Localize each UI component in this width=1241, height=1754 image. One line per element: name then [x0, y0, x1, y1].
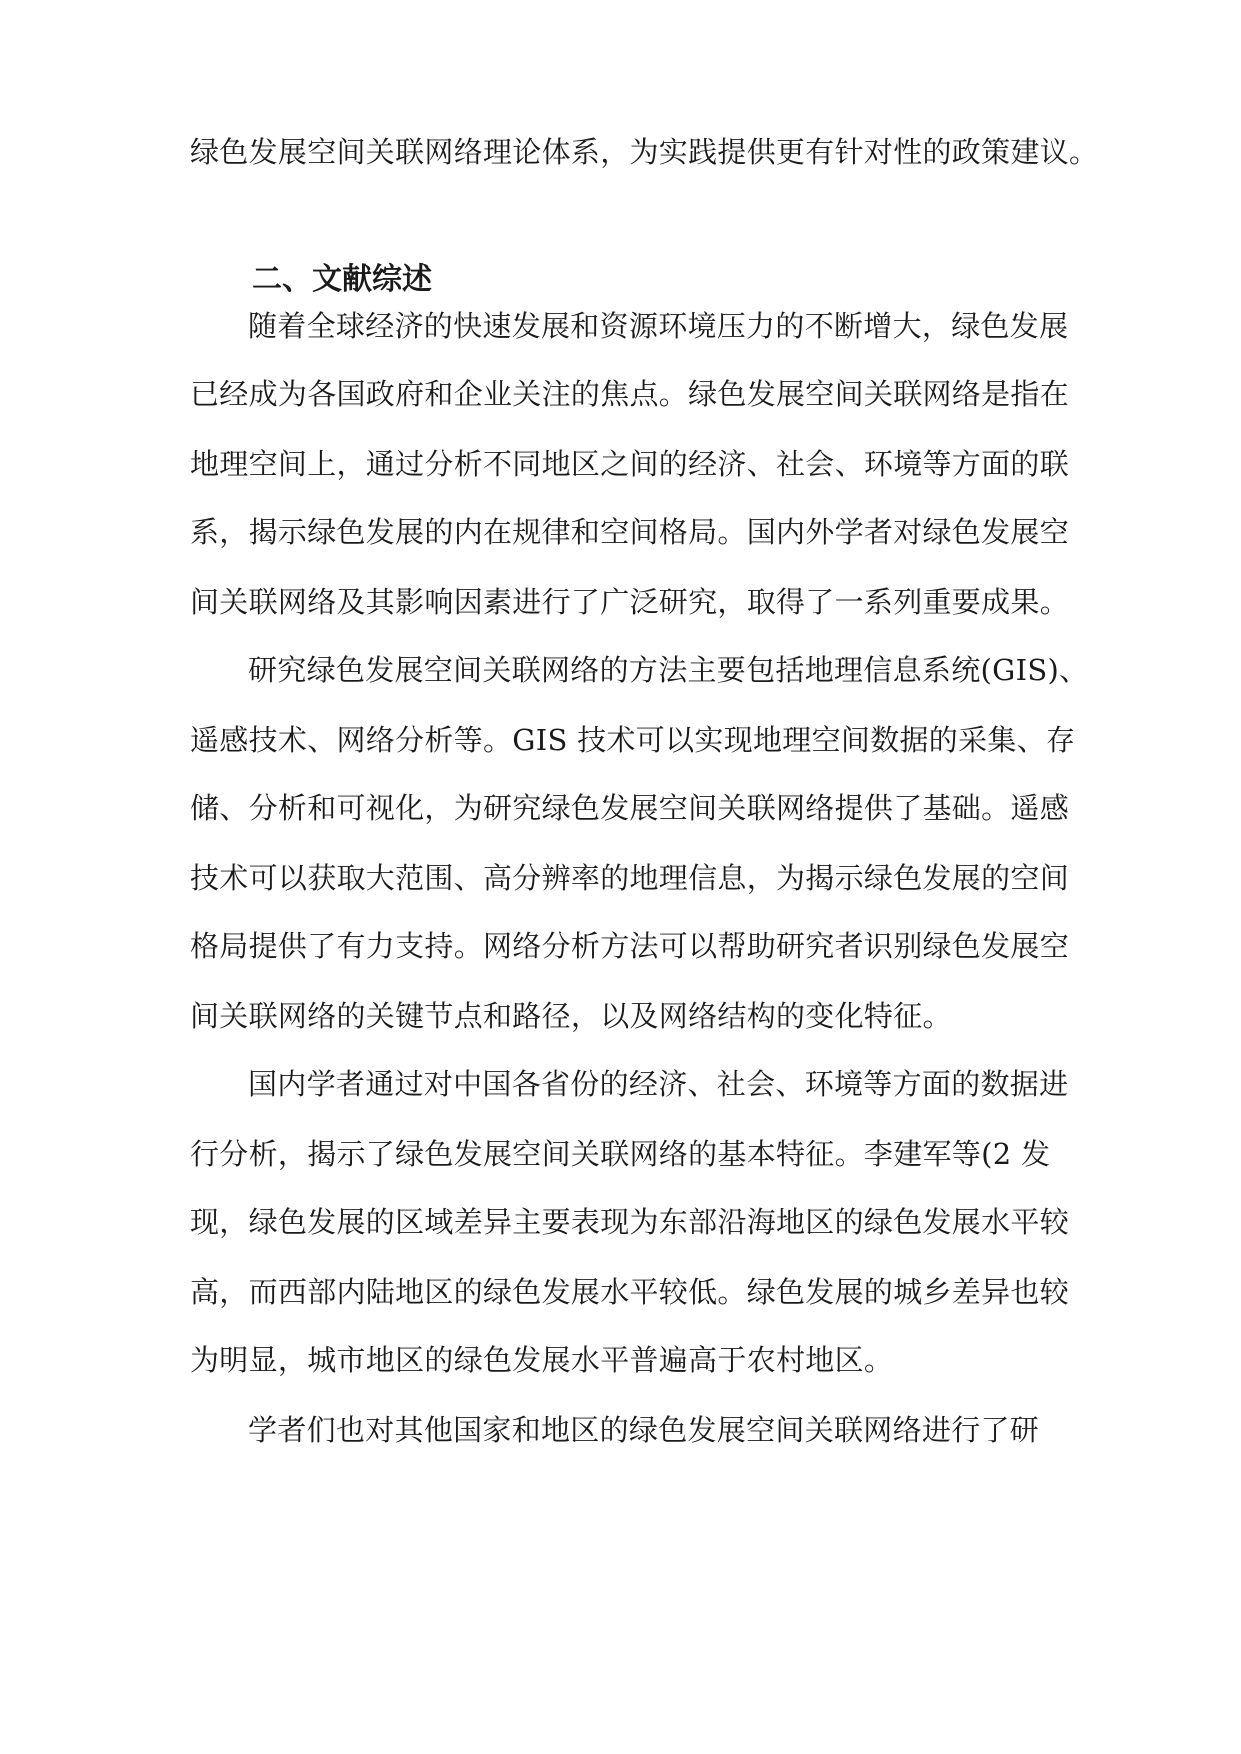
paragraph-line: 为明显，城市地区的绿色发展水平普遍高于农村地区。 [190, 1343, 894, 1377]
paragraph-line: 技术可以获取大范围、高分辨率的地理信息，为揭示绿色发展的空间 [190, 861, 1070, 895]
paragraph-line: 高，而西部内陆地区的绿色发展水平较低。绿色发展的城乡差异也较 [190, 1275, 1070, 1309]
paragraph-line: 格局提供了有力支持。网络分析方法可以帮助研究者识别绿色发展空 [190, 929, 1070, 963]
paragraph-line: 系，揭示绿色发展的内在规律和空间格局。国内外学者对绿色发展空 [190, 515, 1070, 549]
paragraph-line: 现，绿色发展的区域差异主要表现为东部沿海地区的绿色发展水平较 [190, 1205, 1070, 1239]
paragraph-line: 已经成为各国政府和企业关注的焦点。绿色发展空间关联网络是指在 [190, 377, 1070, 411]
intro-line: 绿色发展空间关联网络理论体系，为实践提供更有针对性的政策建议。 [190, 135, 1099, 169]
paragraph-line: 遥感技术、网络分析等。GIS 技术可以实现地理空间数据的采集、存 [190, 723, 1076, 757]
paragraph-line: 地理空间上，通过分析不同地区之间的经济、社会、环境等方面的联 [190, 447, 1070, 481]
paragraph-line: 行分析，揭示了绿色发展空间关联网络的基本特征。李建军等(2 发 [190, 1137, 1051, 1171]
paragraph-line: 研究绿色发展空间关联网络的方法主要包括地理信息系统(GIS)、 [248, 653, 1089, 687]
section-heading: 二、文献综述 [252, 262, 432, 297]
paragraph-line: 学者们也对其他国家和地区的绿色发展空间关联网络进行了研 [248, 1413, 1040, 1447]
paragraph-line: 间关联网络的关键节点和路径，以及网络结构的变化特征。 [190, 999, 952, 1033]
paragraph-line: 间关联网络及其影响因素进行了广泛研究，取得了一系列重要成果。 [190, 585, 1070, 619]
paragraph-line: 随着全球经济的快速发展和资源环境压力的不断增大，绿色发展 [248, 309, 1069, 343]
paragraph-line: 储、分析和可视化，为研究绿色发展空间关联网络提供了基础。遥感 [190, 791, 1070, 825]
paragraph-line: 国内学者通过对中国各省份的经济、社会、环境等方面的数据进 [248, 1067, 1069, 1101]
